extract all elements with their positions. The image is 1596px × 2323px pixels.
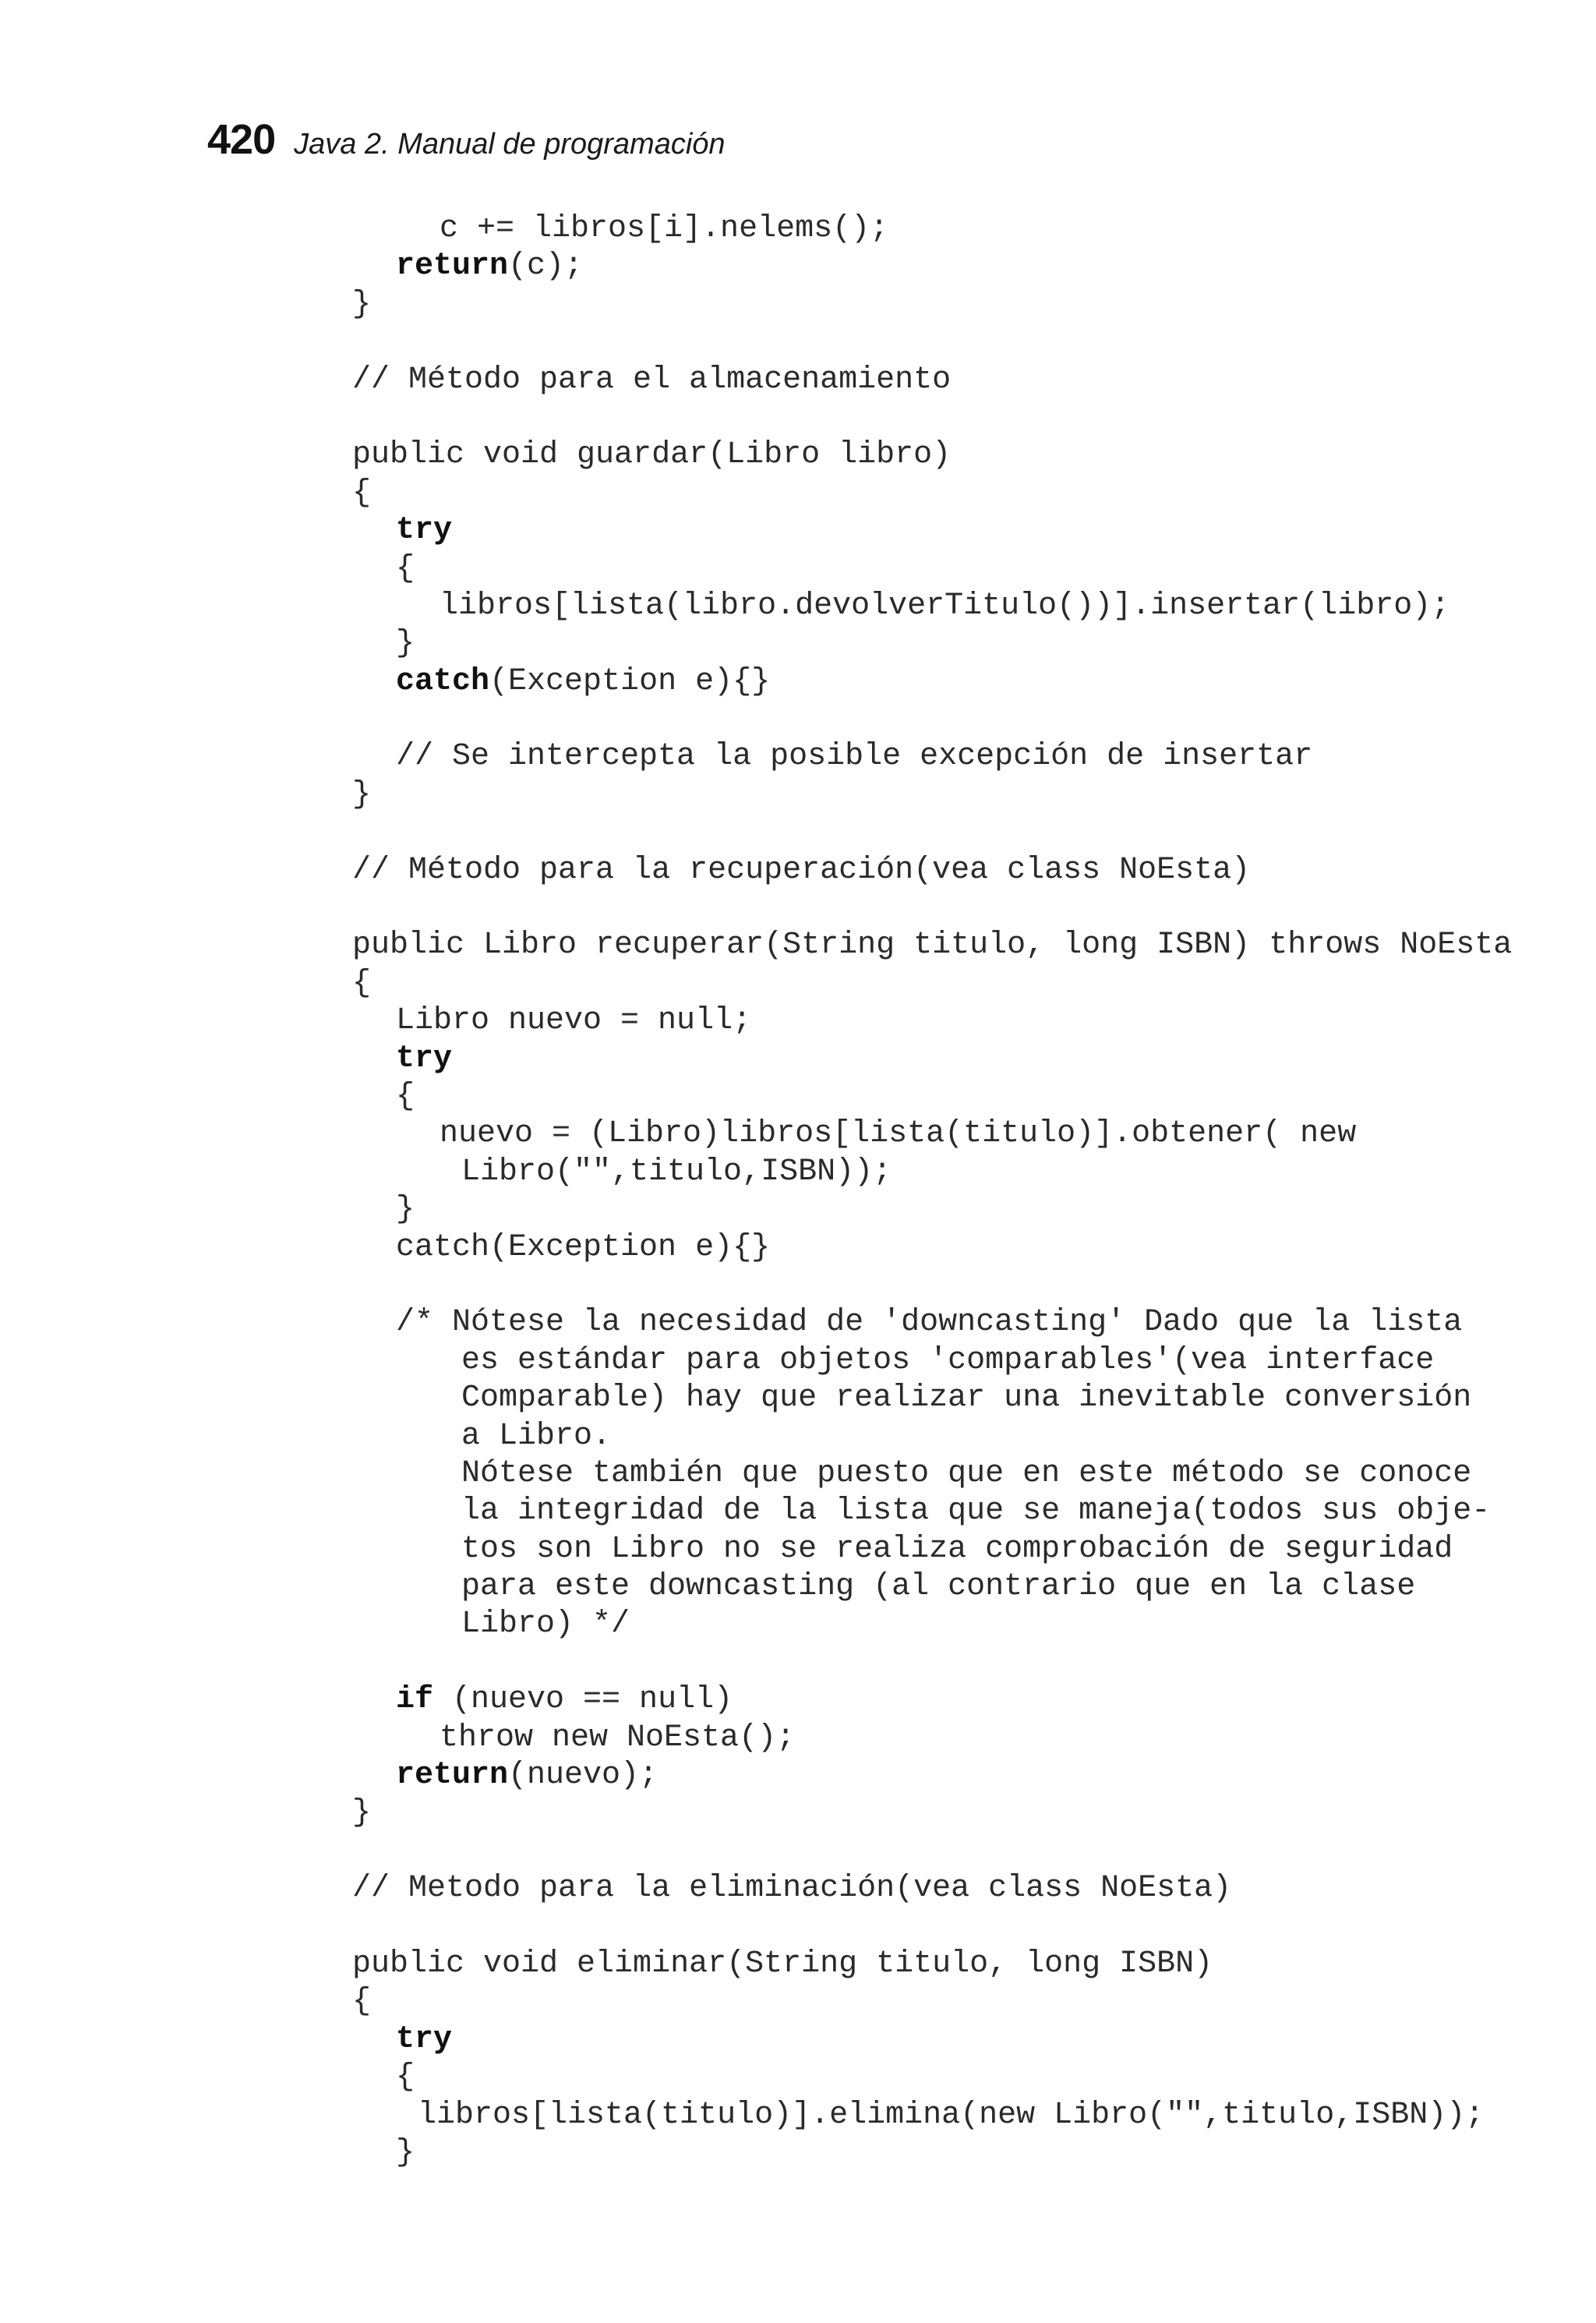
code-text: libros[lista(libro.devolverTitulo())].insertar(libro);: [440, 588, 1450, 624]
code-line: [352, 1002, 1568, 1040]
blank-line: [352, 1908, 1568, 1946]
code-text: {: [396, 550, 415, 586]
code-keyword: catch: [396, 663, 490, 699]
code-line: [352, 1983, 1568, 2021]
code-text: libros[lista(titulo)].elimina(new Libro("",titulo,ISBN));: [418, 2097, 1485, 2133]
code-text: }: [352, 776, 372, 812]
code-text: public Libro recuperar(String titulo, long ISBN) throws NoEsta: [352, 928, 1513, 963]
code-line: [352, 2134, 1568, 2172]
blank-line: [352, 399, 1568, 437]
code-line: [352, 738, 1568, 776]
code-line: [352, 927, 1568, 964]
code-keyword: try: [396, 513, 453, 549]
code-text: Libro("",titulo,ISBN));: [461, 1154, 892, 1190]
code-line: [352, 852, 1568, 889]
code-line: [352, 965, 1568, 1002]
code-keyword: try: [396, 2021, 453, 2057]
code-text: // Método para el almacenamiento: [352, 362, 952, 398]
code-line: [352, 1191, 1568, 1229]
code-line: [352, 1681, 1568, 1719]
code-line: [352, 475, 1568, 512]
code-line: [352, 1531, 1568, 1568]
code-line: [352, 248, 1568, 285]
page-header: [207, 115, 726, 171]
code-text: }: [352, 1795, 372, 1831]
code-text: }: [396, 626, 415, 662]
code-text: throw new NoEsta();: [440, 1720, 796, 1756]
blank-line: [352, 1267, 1568, 1304]
code-line: [352, 1380, 1568, 1417]
code-text: (c);: [508, 249, 584, 285]
code-line: [352, 1606, 1568, 1643]
code-text: {: [352, 475, 372, 511]
code-text: Comparable) hay que realizar una inevitable conversión: [461, 1381, 1472, 1416]
code-line: [352, 1154, 1568, 1191]
code-line: [352, 512, 1568, 550]
code-keyword: try: [396, 1041, 453, 1077]
code-text: catch(Exception e){}: [396, 1229, 771, 1265]
code-listing: [352, 210, 1568, 2172]
code-line: [352, 663, 1568, 701]
code-line: [352, 1946, 1568, 1983]
blank-line: [352, 324, 1568, 361]
code-line: [352, 1229, 1568, 1267]
code-line: [352, 1078, 1568, 1116]
code-line: [352, 1041, 1568, 1078]
code-line: [352, 1116, 1568, 1153]
code-keyword: if: [396, 1682, 434, 1718]
blank-line: [352, 1833, 1568, 1870]
code-text: {: [396, 1078, 415, 1114]
code-line: [352, 1568, 1568, 1606]
code-line: [352, 625, 1568, 663]
code-line: [352, 588, 1568, 625]
code-line: [352, 1455, 1568, 1493]
code-text: para este downcasting (al contrario que en la clase: [461, 1569, 1416, 1605]
code-text: {: [352, 1984, 372, 2020]
code-text: es estándar para objetos 'comparables'(vea interface: [461, 1342, 1435, 1378]
code-line: [352, 776, 1568, 814]
code-text: }: [352, 286, 372, 322]
code-text: {: [352, 965, 372, 1001]
code-line: [352, 2059, 1568, 2096]
code-line: [352, 2097, 1568, 2134]
code-line: [352, 1720, 1568, 1757]
code-line: [352, 286, 1568, 324]
code-text: /* Nótese la necesidad de 'downcasting' Dado que la lista: [396, 1305, 1463, 1341]
code-text: Nótese también que puesto que en este método se conoce: [461, 1455, 1472, 1491]
code-text: (Exception e){}: [489, 663, 771, 699]
code-text: }: [396, 1192, 415, 1228]
code-text: la integridad de la lista que se maneja(todos sus obje-: [461, 1494, 1491, 1529]
code-text: c += libros[i].nelems();: [440, 211, 889, 246]
code-text: // Se intercepta la posible excepción de insertar: [396, 739, 1313, 775]
code-text: public void guardar(Libro libro): [352, 437, 952, 473]
blank-line: [352, 701, 1568, 738]
code-line: [352, 550, 1568, 588]
code-text: Libro nuevo = null;: [396, 1003, 752, 1039]
code-line: [352, 362, 1568, 399]
blank-line: [352, 889, 1568, 927]
code-keyword: return: [396, 249, 509, 285]
code-text: nuevo = (Libro)libros[lista(titulo)].obtener( new: [440, 1116, 1357, 1152]
code-text: (nuevo);: [508, 1758, 659, 1794]
code-line: [352, 1757, 1568, 1794]
code-line: [352, 1493, 1568, 1530]
code-line: [352, 1342, 1568, 1380]
code-text: (nuevo == null): [433, 1682, 733, 1718]
book-title: Java 2. Manual de programación: [294, 128, 726, 161]
code-line: [352, 2021, 1568, 2059]
code-keyword: return: [396, 1758, 509, 1794]
code-line: [352, 1304, 1568, 1342]
blank-line: [352, 1644, 1568, 1681]
code-text: a Libro.: [461, 1418, 612, 1454]
page-number: 420: [207, 116, 276, 163]
code-line: [352, 1870, 1568, 1908]
code-text: Libro) */: [461, 1607, 630, 1642]
blank-line: [352, 814, 1568, 851]
code-text: // Metodo para la eliminación(vea class NoEsta): [352, 1871, 1232, 1907]
code-text: {: [396, 2060, 415, 2095]
code-text: public void eliminar(String titulo, long ISBN): [352, 1946, 1213, 1982]
code-line: [352, 1418, 1568, 1455]
code-text: }: [396, 2134, 415, 2170]
code-line: [352, 437, 1568, 474]
code-text: tos son Libro no se realiza comprobación de seguridad: [461, 1531, 1453, 1567]
code-line: [352, 210, 1568, 248]
code-line: [352, 1794, 1568, 1832]
code-text: // Método para la recuperación(vea class NoEsta): [352, 852, 1251, 888]
